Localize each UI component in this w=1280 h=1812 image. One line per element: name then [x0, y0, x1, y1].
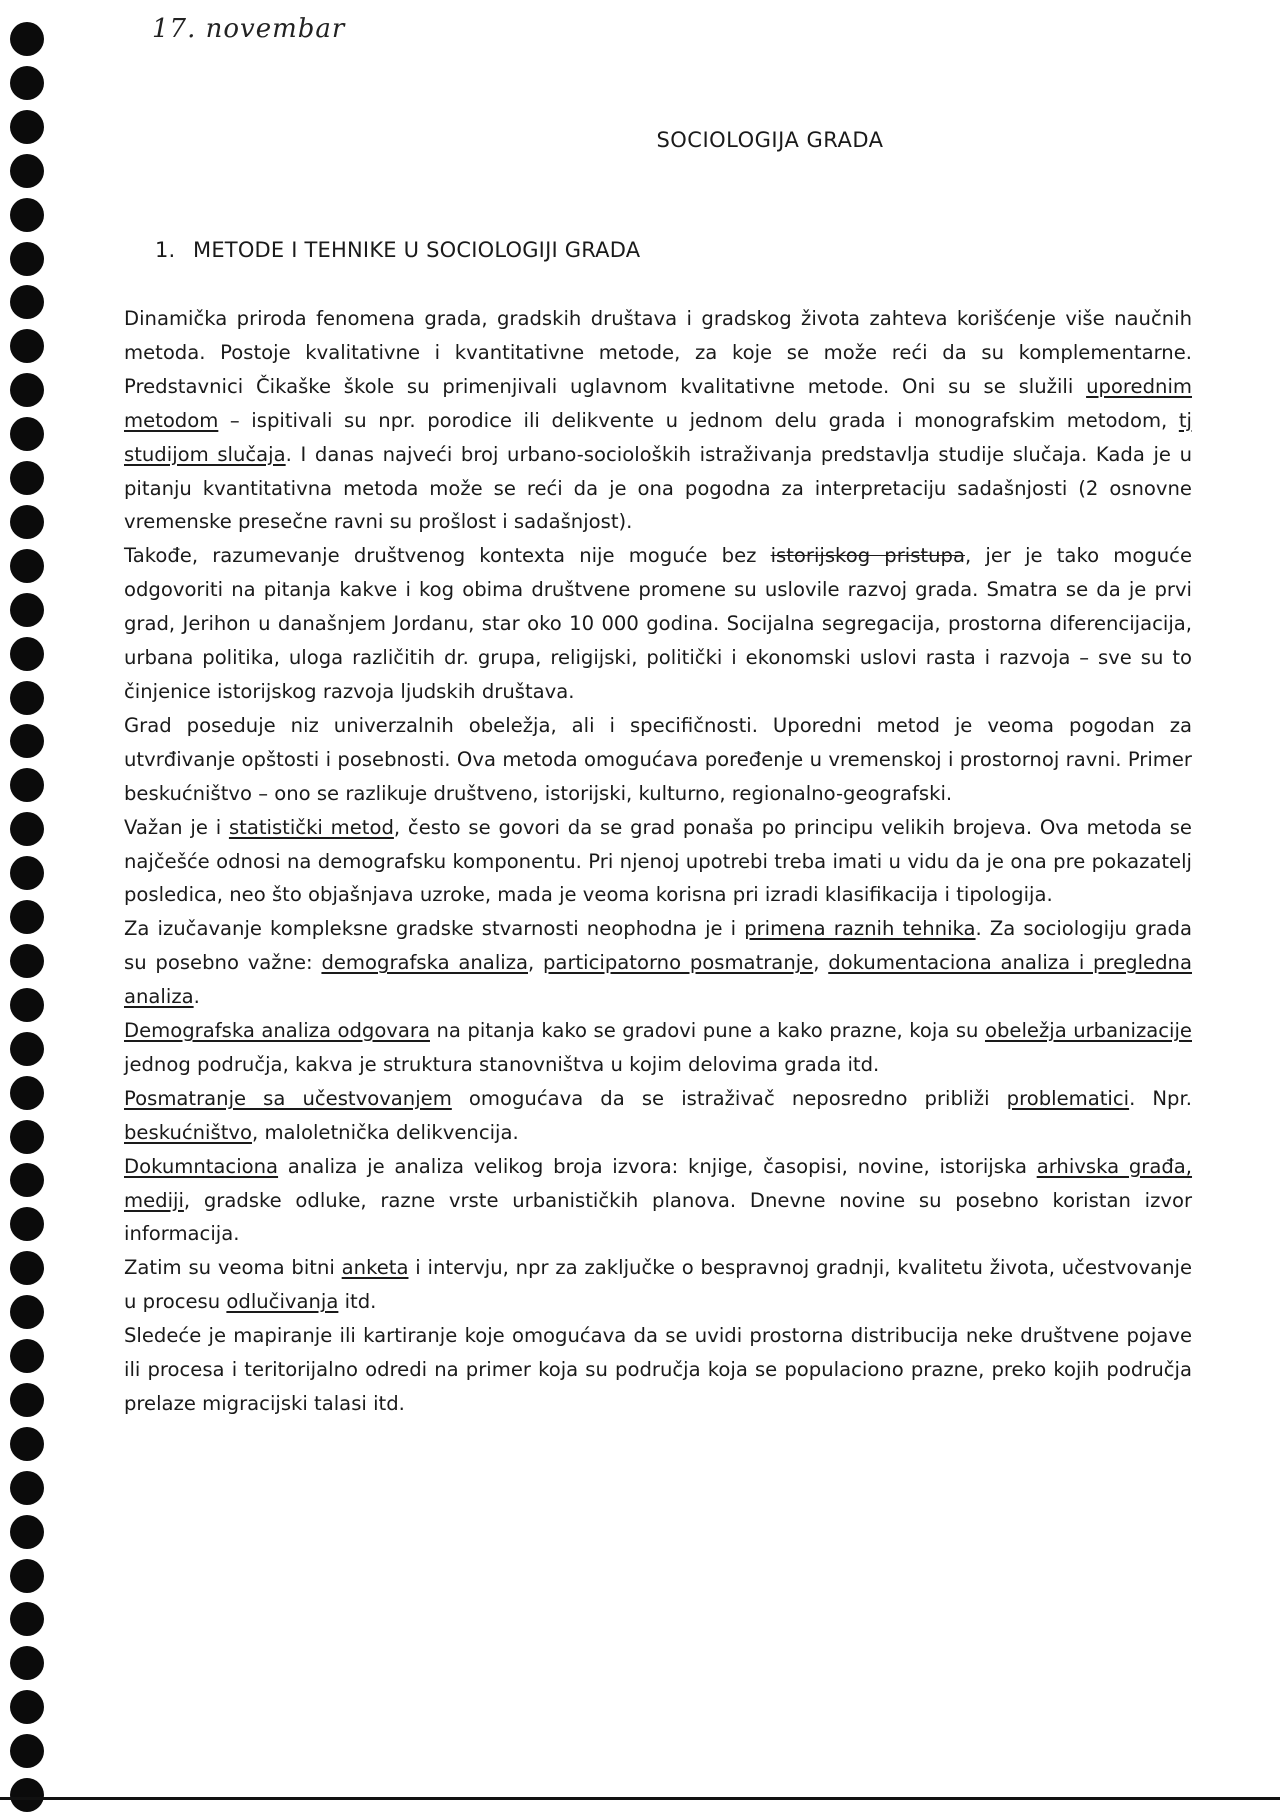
- body-text: [124, 302, 1192, 1421]
- binder-hole: [10, 1646, 44, 1680]
- text-segment: ,: [813, 951, 829, 975]
- underlined-text: tj studijom slučaja: [124, 408, 1192, 466]
- binder-hole: [10, 1163, 44, 1197]
- binder-hole: [10, 242, 44, 276]
- text-segment: Zatim su veoma bitni: [124, 1256, 342, 1280]
- paragraph: [124, 1251, 1192, 1319]
- binder-hole: [10, 66, 44, 100]
- text-segment: , gradske odluke, razne vrste urbanističkih planova. Dnevne novine su posebno koristan izvor informacija.: [124, 1188, 1192, 1246]
- binder-hole: [10, 1690, 44, 1724]
- binder-hole: [10, 1339, 44, 1373]
- text-segment: itd.: [338, 1290, 377, 1314]
- text-segment: .: [193, 985, 200, 1009]
- underlined-text: Posmatranje sa učestvovanjem: [124, 1086, 452, 1110]
- text-segment: , često se govori da se grad ponaša po principu velikih brojeva. Ova metoda se najčešće odnosi na demografsku komponentu. Pri njenoj upotrebi treba imati u vidu da je ona pre pokazatelj posledica, neo što objašnjava uzroke, mada je veoma korisna pri izradi klasifikacija i tipologija.: [124, 815, 1192, 907]
- binder-hole: [10, 900, 44, 934]
- binder-hole: [10, 373, 44, 407]
- binder-hole: [10, 637, 44, 671]
- underlined-text: arhivska građa, mediji: [124, 1154, 1193, 1212]
- section-heading: [155, 238, 640, 262]
- binder-hole: [10, 1471, 44, 1505]
- paragraph: [124, 302, 1192, 539]
- text-segment: jednog područja, kakva je struktura stanovništva u kojim delovima grada itd.: [124, 1052, 880, 1076]
- text-segment: Takođe, razumevanje društvenog kontexta nije moguće bez: [124, 544, 771, 568]
- binder-hole: [10, 285, 44, 319]
- binder-hole: [10, 681, 44, 715]
- binder-hole: [10, 1207, 44, 1241]
- page-bottom-edge: [0, 1797, 1280, 1800]
- binder-hole: [10, 198, 44, 232]
- binder-hole: [10, 1251, 44, 1285]
- underlined-text: anketa: [341, 1256, 409, 1280]
- binder-hole: [10, 1427, 44, 1461]
- underlined-text: demografska analiza: [321, 951, 528, 975]
- underlined-text: participatorno posmatranje: [543, 951, 814, 975]
- text-segment: – ispitivali su npr. porodice ili delikvente u jednom delu grada i monografskim metodom,: [218, 408, 1179, 432]
- paragraph: [124, 1319, 1192, 1421]
- paragraph: [124, 1082, 1192, 1150]
- binder-hole: [10, 856, 44, 890]
- paragraph: [124, 539, 1192, 709]
- section-heading-text: METODE I TEHNIKE U SOCIOLOGIJI GRADA: [193, 238, 641, 262]
- paragraph: [124, 912, 1192, 1014]
- binder-hole: [10, 329, 44, 363]
- underlined-text: primena raznih tehnika: [744, 917, 976, 941]
- binder-hole: [10, 944, 44, 978]
- binder-hole: [10, 1383, 44, 1417]
- binder-hole: [10, 593, 44, 627]
- text-segment: Dinamička priroda fenomena grada, gradskih društava i gradskog života zahteva korišćenje više naučnih metoda. Postoje kvalitativne i kvantitativne metode, za koje se može reći da su komplementarne. Predstavnici Čikaške škole su primenjivali uglavnom kvalitativne metode. Oni su se služili: [124, 307, 1192, 398]
- paragraph: [124, 1014, 1192, 1082]
- text-segment: omogućava da se istraživač neposredno približi: [451, 1086, 1007, 1110]
- paragraph: [124, 1150, 1192, 1252]
- binder-hole: [10, 1295, 44, 1329]
- underlined-text: obeležja urbanizacije: [984, 1019, 1192, 1043]
- text-segment: . Npr.: [1129, 1086, 1192, 1110]
- text-segment: i intervju, npr za zaključke o bespravnoj gradnji, kvalitetu života, učestvovanje u procesu: [124, 1256, 1192, 1314]
- binder-hole: [10, 1778, 44, 1812]
- text-segment: analiza je analiza velikog broja izvora: knjige, časopisi, novine, istorijska: [278, 1154, 1037, 1178]
- binder-hole: [10, 1602, 44, 1636]
- underlined-text: uporednim metodom: [124, 374, 1192, 432]
- binder-hole: [10, 1559, 44, 1593]
- binder-hole: [10, 1120, 44, 1154]
- section-number: 1.: [155, 238, 176, 262]
- underlined-text: odlučivanja: [226, 1290, 339, 1314]
- text-segment: Sledeće je mapiranje ili kartiranje koje omogućava da se uvidi prostorna distribucija neke društvene pojave ili procesa i teritorijalno odredi na primer koja su područja koja se populaciono prazne, preko kojih područja prelaze migracijski talasi itd.: [124, 1324, 1192, 1415]
- text-segment: , maloletnička delikvencija.: [251, 1120, 519, 1144]
- struck-text: istorijskog pristupa: [770, 544, 965, 568]
- text-segment: Za izučavanje kompleksne gradske stvarnosti neophodna je i: [124, 917, 745, 941]
- text-segment: . Za sociologiju grada su posebno važne:: [124, 917, 1192, 975]
- binder-hole: [10, 812, 44, 846]
- underlined-text: beskućništvo: [124, 1120, 252, 1144]
- text-segment: . I danas najveći broj urbano-socioloških istraživanja predstavlja studije slučaja. Kada je u pitanju kvantitativna metoda može se reći da je ona pogodna za interpretaciju sadašnjosti (2 osnovne vremenske presečne ravni su prošlost i sadašnjost).: [124, 442, 1192, 534]
- binder-holes: [0, 0, 60, 1809]
- document-title: SOCIOLOGIJA GRADA: [656, 128, 884, 152]
- underlined-text: problematici: [1006, 1086, 1130, 1110]
- binder-hole: [10, 724, 44, 758]
- binder-hole: [10, 1076, 44, 1110]
- text-segment: Važan je i: [124, 815, 229, 839]
- binder-hole: [10, 505, 44, 539]
- binder-hole: [10, 768, 44, 802]
- binder-hole: [10, 549, 44, 583]
- paragraph: [124, 709, 1192, 811]
- underlined-text: Dokumntaciona: [124, 1154, 279, 1178]
- binder-hole: [10, 1734, 44, 1768]
- binder-hole: [10, 461, 44, 495]
- text-segment: Grad poseduje niz univerzalnih obeležja, ali i specifičnosti. Uporedni metod je veoma pogodan za utvrđivanje opštosti i posebnosti. Ova metoda omogućava poređenje u vremenskoj i prostornoj ravni. Primer beskućništvo – ono se razlikuje društveno, istorijski, kulturno, regionalno-geografski.: [124, 713, 1192, 805]
- binder-hole: [10, 22, 44, 56]
- underlined-text: Demografska analiza odgovara: [124, 1019, 430, 1043]
- underlined-text: dokumentaciona analiza i pregledna analiza: [124, 951, 1192, 1009]
- text-segment: , jer je tako moguće odgovoriti na pitanja kakve i kog obima društvene promene su uslovile razvoj grada. Smatra se da je prvi grad, Jerihon u današnjem Jordanu, star oko 10 000 godina. Socijalna segregacija, prostorna diferencijacija, urbana politika, uloga različitih dr. grupa, religijski, politički i ekonomski uslovi rasta i razvoja – sve su to činjenice istorijskog razvoja ljudskih društava.: [124, 544, 1192, 703]
- handwritten-date: 17. novembar: [152, 14, 346, 44]
- binder-hole: [10, 1032, 44, 1066]
- binder-hole: [10, 988, 44, 1022]
- binder-hole: [10, 154, 44, 188]
- underlined-text: statistički metod: [228, 815, 394, 839]
- text-segment: na pitanja kako se gradovi pune a kako prazne, koja su: [429, 1019, 985, 1043]
- binder-hole: [10, 1515, 44, 1549]
- binder-hole: [10, 417, 44, 451]
- text-segment: ,: [528, 951, 543, 975]
- paragraph: [124, 811, 1192, 913]
